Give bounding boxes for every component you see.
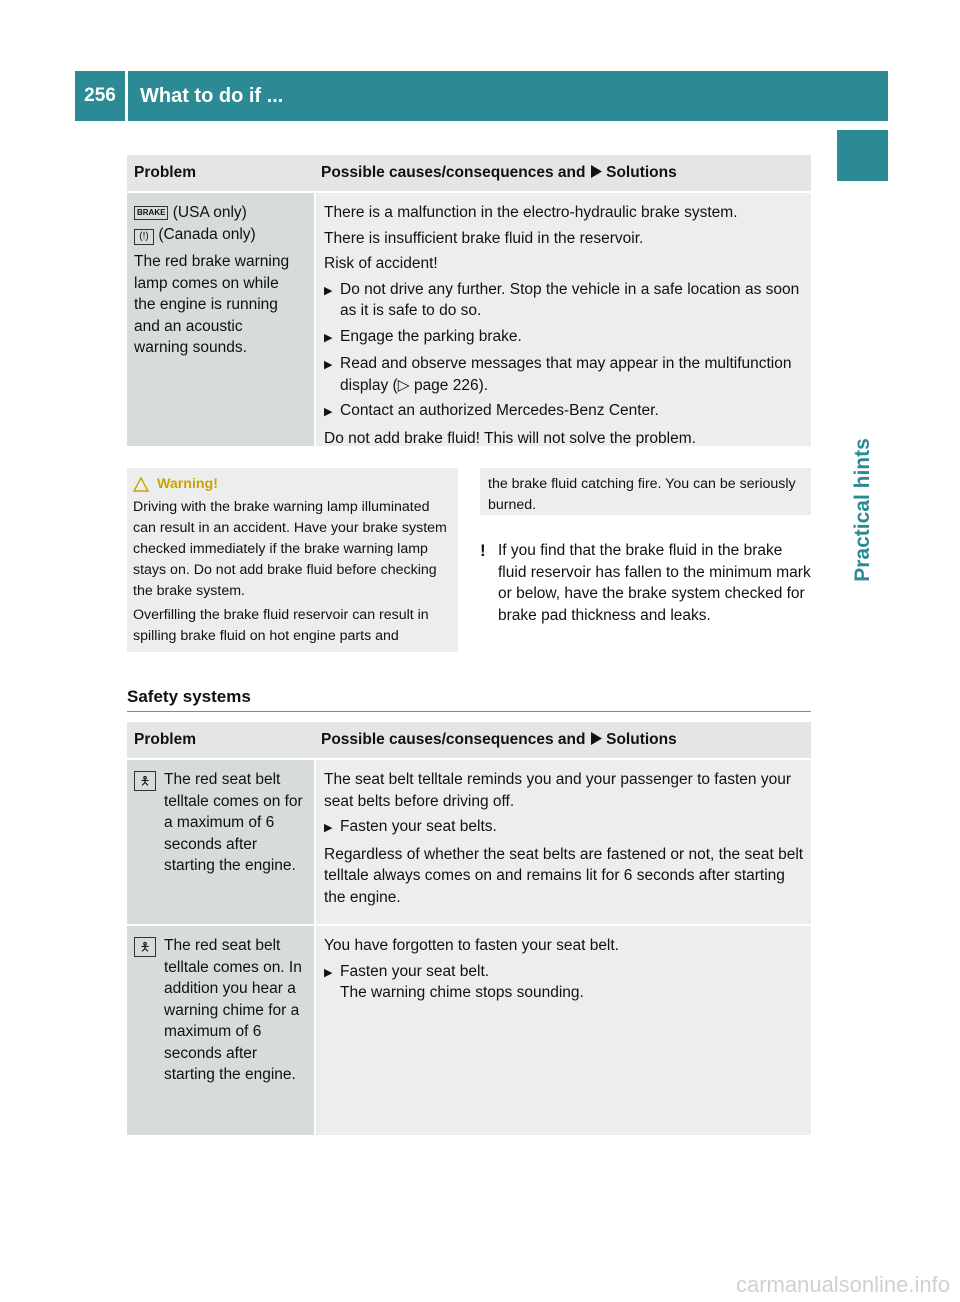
section-title: Safety systems bbox=[127, 687, 811, 712]
problem-text: The red seat belt telltale comes on. In addition you hear a warning chime for a maximum of 6 seconds after starting the engine. bbox=[164, 937, 302, 1083]
warning-para: Driving with the brake warning lamp illuminated can result in an accident. Have your brake system checked immediately if the brake warning lamp stays on. Do not add brake fluid before checking the brake system. bbox=[133, 499, 447, 599]
note bbox=[480, 540, 815, 626]
side-tab-marker bbox=[837, 130, 888, 181]
problem-cell: BRAKE (USA only) (!) (Canada only) The red brake warning lamp comes on while the engine is running and an acoustic warning sounds. bbox=[127, 193, 314, 446]
solution-cell: There is a malfunction in the electro-hydraulic brake system. There is insufficient brake fluid in the reservoir. Risk of accident! ▶ Do not drive any further. Stop the vehicle in a safe location as soon as it is safe to do so. ▶ Engage the parking brake. ▶ Read and observe messages that may appear in the multifunction display (▷ page 226). ▶ Contact an authorized Mercedes-Benz Center. Do not add brake fluid! This will not solve the problem. bbox=[314, 193, 811, 446]
brake-circle-icon: (!) bbox=[134, 229, 154, 245]
table-row bbox=[127, 193, 811, 446]
table-row bbox=[127, 924, 811, 1135]
step-item: ▶ Engage the parking brake. bbox=[324, 326, 804, 350]
brake-problem-table bbox=[127, 155, 811, 446]
solution-cell: You have forgotten to fasten your seat belt. ▶ Fasten your seat belt. The warning chime stops sounding. bbox=[314, 926, 811, 1135]
solution-cell: The seat belt telltale reminds you and your passenger to fasten your seat belts before driving off. ▶ Fasten your seat belts. Regardless of whether the seat belts are fastened or not, the seat belt telltale always comes on and remains lit for 6 seconds after starting the engine. bbox=[314, 760, 811, 924]
col-problem: Problem bbox=[134, 164, 197, 181]
step-item: ▶ Contact an authorized Mercedes-Benz Center. bbox=[324, 400, 804, 424]
table-header bbox=[127, 155, 811, 193]
col-solutions: Possible causes/consequences and Solutions bbox=[321, 164, 677, 181]
step-item: ▶ Fasten your seat belt. The warning chime stops sounding. bbox=[324, 961, 804, 1004]
col-solutions: Possible causes/consequences and Solutions bbox=[321, 731, 677, 748]
safety-systems-table bbox=[127, 722, 811, 1135]
problem-text: The red brake warning lamp comes on while the engine is running and an acoustic warning sounds. bbox=[134, 253, 290, 356]
warning-title: Warning! bbox=[133, 474, 452, 495]
step-item: ▶ Read and observe messages that may appear in the multifunction display (▷ page 226). bbox=[324, 353, 804, 396]
step-arrow-icon: ▶ bbox=[324, 406, 333, 418]
side-tab-label: Practical hints bbox=[850, 438, 874, 582]
side-tab bbox=[837, 410, 888, 610]
col-problem: Problem bbox=[134, 731, 197, 748]
step-item: ▶ Fasten your seat belts. bbox=[324, 816, 804, 840]
note-text: If you find that the brake fluid in the brake fluid reservoir has fallen to the minimum mark or below, have the brake system checked for brake pad thickness and leaks. bbox=[498, 542, 811, 624]
step-arrow-icon: ▶ bbox=[324, 966, 333, 979]
step-item: ▶ Do not drive any further. Stop the vehicle in a safe location as soon as it is safe to do so. bbox=[324, 279, 804, 322]
problem-cell bbox=[127, 926, 314, 1135]
brake-icon: BRAKE bbox=[134, 206, 168, 220]
warning-triangle-icon bbox=[133, 477, 149, 492]
page-number: 256 bbox=[75, 71, 125, 121]
solutions-arrow-icon bbox=[590, 165, 602, 178]
solutions-arrow-icon bbox=[590, 732, 602, 745]
warning-box bbox=[127, 468, 458, 652]
warning-continuation: the brake fluid catching fire. You can be seriously burned. bbox=[480, 468, 811, 515]
step-arrow-icon: ▶ bbox=[324, 284, 333, 297]
table-row bbox=[127, 760, 811, 924]
chapter-title: What to do if ... bbox=[128, 71, 888, 121]
table-header bbox=[127, 722, 811, 760]
step-arrow-icon: ▶ bbox=[324, 822, 333, 834]
step-arrow-icon: ▶ bbox=[324, 331, 333, 344]
watermark: carmanualsonline.info bbox=[735, 1272, 950, 1297]
seatbelt-icon: 🯅 bbox=[134, 937, 156, 957]
note-icon: ! bbox=[480, 541, 486, 560]
problem-text: The red seat belt telltale comes on for a maximum of 6 seconds after starting the engine. bbox=[164, 771, 303, 874]
warning-para: Overfilling the brake fluid reservoir can result in spilling brake fluid on hot engine parts and bbox=[133, 607, 429, 644]
problem-cell bbox=[127, 760, 314, 924]
seatbelt-icon: 🯅 bbox=[134, 771, 156, 791]
step-arrow-icon: ▶ bbox=[324, 359, 333, 371]
